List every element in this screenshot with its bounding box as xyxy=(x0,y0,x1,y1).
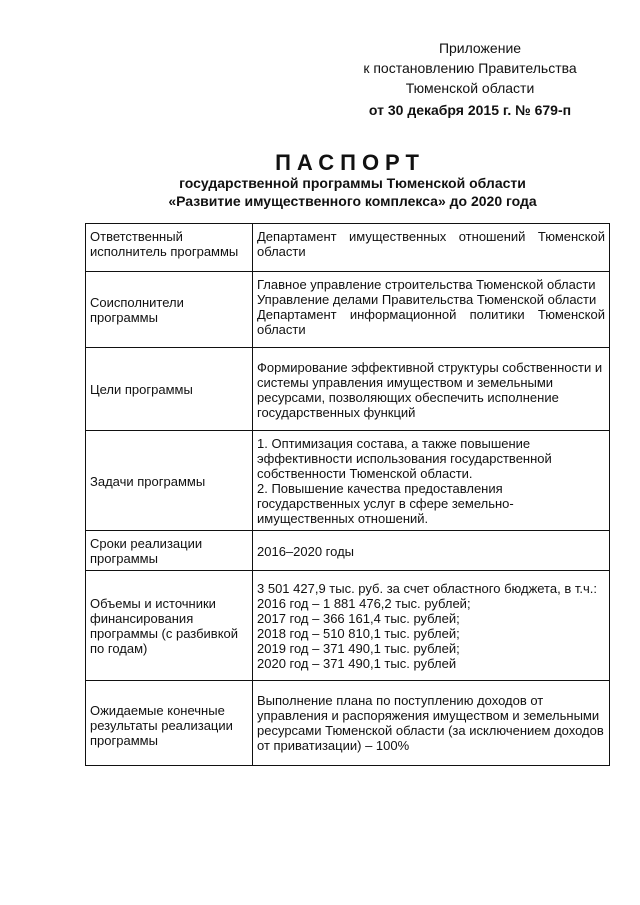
row-value: Формирование эффективной структуры собственности и системы управления имуществом и земельными ресурсами, позволяющих обеспечить исполнение государственных функций xyxy=(253,348,610,431)
coexecutor-item: Управление делами Правительства Тюменской области xyxy=(257,292,597,307)
funding-item: 2020 год – 371 490,1 тыс. рублей xyxy=(257,656,457,671)
table-row xyxy=(86,531,610,571)
annex-line-2: к постановлению Правительства xyxy=(363,60,577,76)
subtitle-line-2: «Развитие имущественного комплекса» до 2020 года xyxy=(168,193,537,209)
row-value: 2016–2020 годы xyxy=(253,531,610,571)
task-item: 2. Повышение качества предоставления государственных услуг в сфере земельно-имущественных отношений. xyxy=(257,481,514,526)
row-value xyxy=(253,571,610,681)
funding-item: 2019 год – 371 490,1 тыс. рублей; xyxy=(257,641,460,656)
row-label: Соисполнители программы xyxy=(86,272,253,348)
row-value xyxy=(253,431,610,531)
coexecutor-item: Департамент информационной политики Тюменской xyxy=(257,307,605,322)
subtitle-line-1: государственной программы Тюменской области xyxy=(179,175,526,191)
row-label: Объемы и источники финансирования программы (с разбивкой по годам) xyxy=(86,571,253,681)
table-row xyxy=(86,272,610,348)
annex-line-1: Приложение xyxy=(438,40,522,56)
row-label: Сроки реализации программы xyxy=(86,531,253,571)
table-row xyxy=(86,348,610,431)
row-value xyxy=(253,272,610,348)
row-label: Цели программы xyxy=(86,348,253,431)
table-row xyxy=(86,224,610,272)
row-label: Задачи программы xyxy=(86,431,253,531)
table-row xyxy=(86,571,610,681)
task-item: 1. Оптимизация состава, а также повышение эффективности использования государственной собственности Тюменской области. xyxy=(257,436,552,481)
row-label: Ожидаемые конечные результаты реализации программы xyxy=(86,681,253,766)
funding-item: 2016 год – 1 881 476,2 тыс. рублей; xyxy=(257,596,471,611)
annex-resolution-date: от 30 декабря 2015 г. № 679-п xyxy=(368,102,572,118)
row-value: Департамент имущественных отношений Тюменской области xyxy=(253,224,610,272)
document-subtitle xyxy=(0,174,640,210)
funding-item: 2017 год – 366 161,4 тыс. рублей; xyxy=(257,611,460,626)
table-row xyxy=(86,681,610,766)
annex-line-3: Тюменской области xyxy=(405,80,535,96)
table-row xyxy=(86,431,610,531)
annex-block xyxy=(340,38,600,120)
row-value: Выполнение плана по поступлению доходов от управления и распоряжения имуществом и земельными ресурсами Тюменской области (за исключением доходов от приватизации) – 100% xyxy=(253,681,610,766)
coexecutor-item: области xyxy=(257,322,306,337)
coexecutor-item: Главное управление строительства Тюменской области xyxy=(257,277,596,292)
row-label: Ответственный исполнитель программы xyxy=(86,224,253,272)
passport-table xyxy=(85,223,610,766)
funding-item: 2018 год – 510 810,1 тыс. рублей; xyxy=(257,626,460,641)
funding-item: 3 501 427,9 тыс. руб. за счет областного бюджета, в т.ч.: xyxy=(257,581,597,596)
document-title: ПАСПОРТ xyxy=(275,150,425,175)
